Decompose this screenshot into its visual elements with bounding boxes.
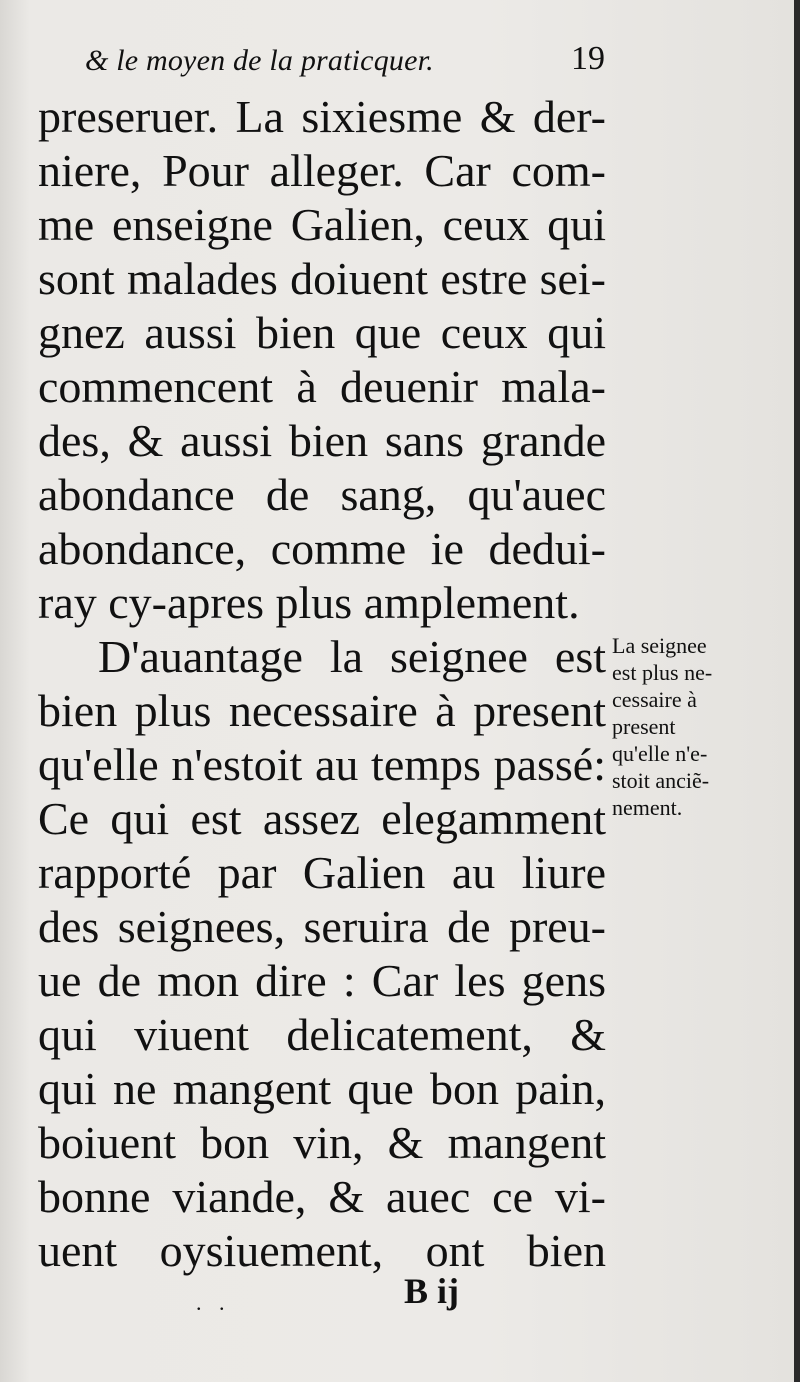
- text-line: uent oysiuement, ont bien: [38, 1225, 606, 1276]
- text-line: me enseigne Galien, ceux qui: [38, 199, 606, 250]
- text-line: commencent à deuenir mala-: [38, 361, 606, 412]
- main-text-block: [38, 90, 606, 1278]
- text-line: abondance de sang, qu'auec: [38, 469, 606, 520]
- running-header: [85, 40, 605, 84]
- text-line: des, & aussi bien sans grande: [38, 415, 606, 466]
- text-line: sont malades doiuent estre sei-: [38, 253, 606, 304]
- text-line: bonne viande, & auec ce vi-: [38, 1171, 606, 1222]
- signature-mark: B ij: [404, 1271, 460, 1311]
- text-line: Ce qui est assez elegamment: [38, 793, 606, 844]
- page-edge: [794, 0, 800, 1382]
- marginal-note-line: qu'elle n'e-: [612, 741, 708, 766]
- text-line: qu'elle n'estoit au temps passé:: [38, 739, 606, 790]
- text-line: des seignees, seruira de preu-: [38, 901, 606, 952]
- text-line: preseruer. La sixiesme & der-: [38, 91, 606, 142]
- marginal-note-line: present: [612, 714, 676, 739]
- text-line: gnez aussi bien que ceux qui: [38, 307, 606, 358]
- marginal-note: [612, 632, 762, 821]
- marginal-note-line: La seignee: [612, 633, 707, 658]
- text-line: bien plus necessaire à present: [38, 685, 606, 736]
- paragraph-start-line: D'auantage la seignee est: [98, 631, 606, 682]
- marginal-note-line: stoit anciẽ-: [612, 768, 710, 793]
- page-number: 19: [571, 40, 605, 77]
- marginal-note-line: cessaire à: [612, 687, 697, 712]
- text-line: rapporté par Galien au liure: [38, 847, 606, 898]
- text-line: qui viuent delicatement, &: [38, 1009, 606, 1060]
- text-line: niere, Pour alleger. Car com-: [38, 145, 606, 196]
- text-line: qui ne mangent que bon pain,: [38, 1063, 606, 1114]
- text-line: ray cy-apres plus amplement.: [38, 577, 580, 628]
- marginal-note-line: est plus ne-: [612, 660, 713, 685]
- text-line: ue de mon dire : Car les gens: [38, 955, 606, 1006]
- marginal-note-line: nement.: [612, 795, 683, 820]
- text-line: abondance, comme ie dedui-: [38, 523, 606, 574]
- footer-dots: . .: [196, 1290, 231, 1315]
- text-line: boiuent bon vin, & mangent: [38, 1117, 606, 1168]
- running-title: & le moyen de la praticquer.: [85, 44, 434, 77]
